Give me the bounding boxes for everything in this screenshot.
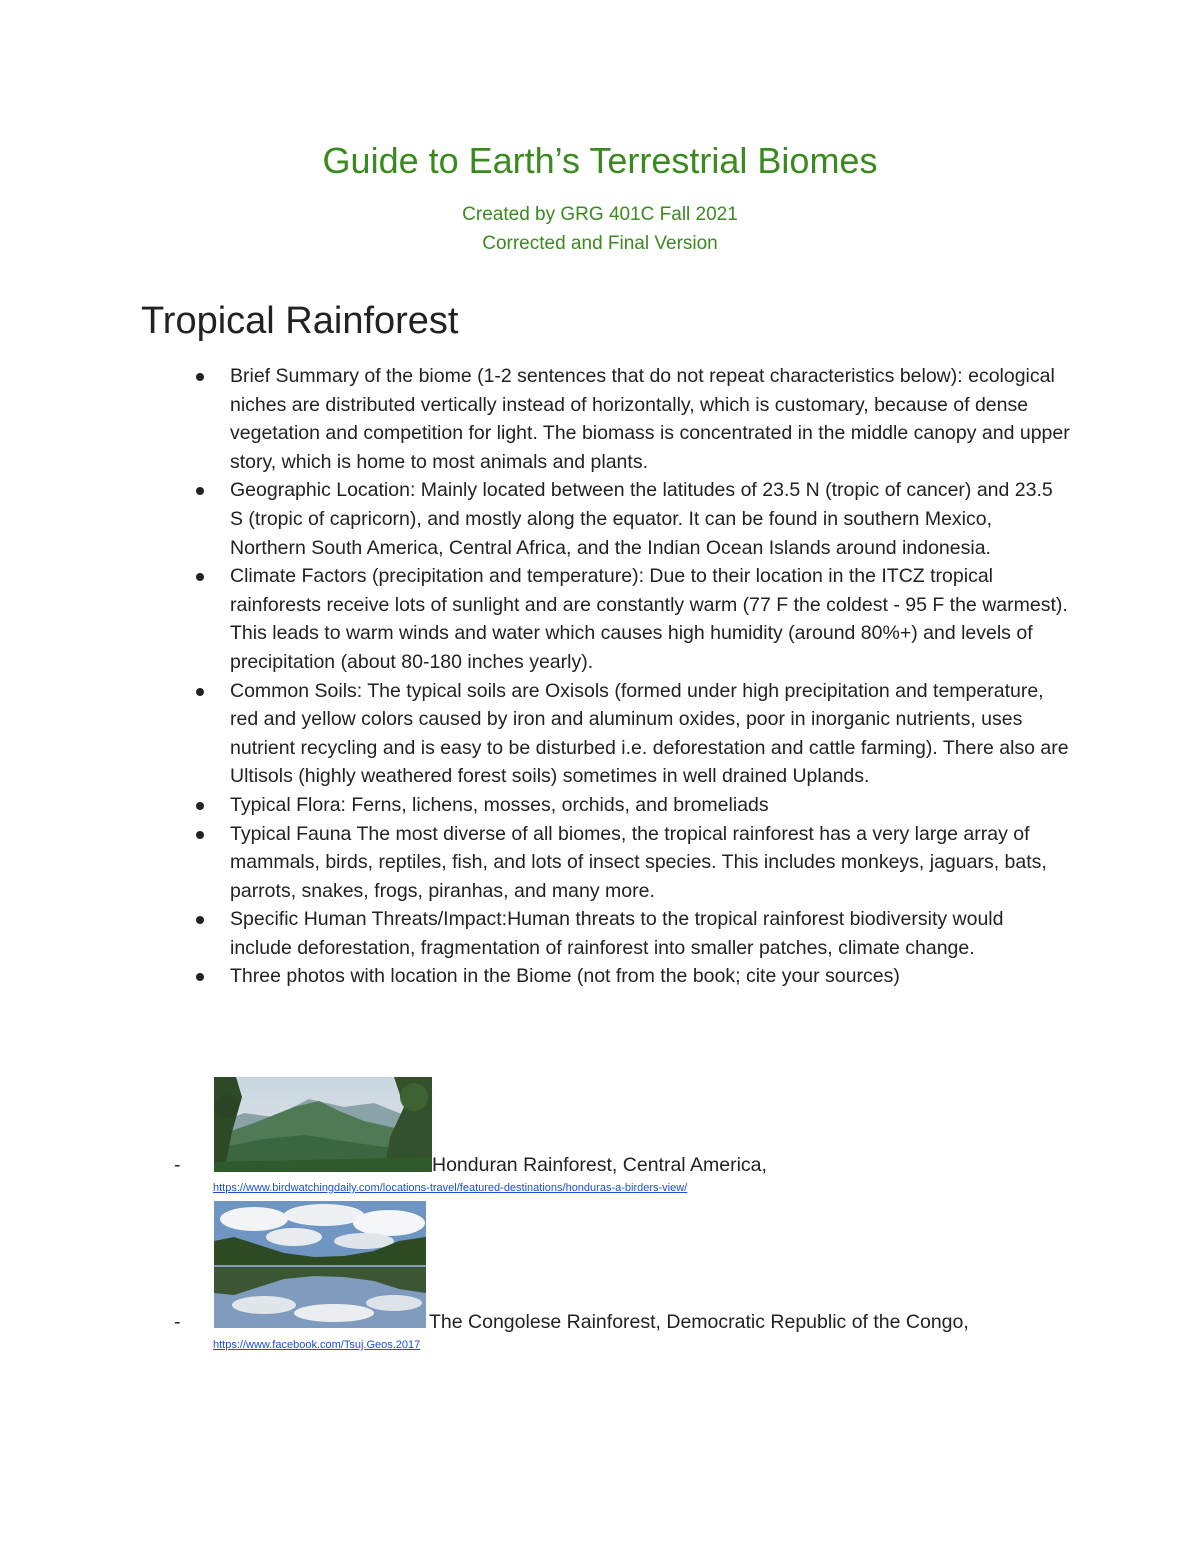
congolese-rainforest-photo <box>214 1201 426 1328</box>
list-item-text: Common Soils: The typical soils are Oxisols (formed under high precipitation and temperature, red and yellow colors caused by iron and aluminum oxides, poor in inorganic nutrients, uses nutrient recycling and is easy to be disturbed i.e. deforestation and cattle farming). There also are Ultisols (highly weathered forest soils) sometimes in well drained Uplands. <box>230 679 1069 788</box>
document-title: Guide to Earth’s Terrestrial Biomes <box>322 140 878 181</box>
bullet-icon <box>196 916 204 924</box>
bullet-icon <box>196 802 204 810</box>
list-item-text: Typical Fauna The most diverse of all biomes, the tropical rainforest has a very large array of mammals, birds, reptiles, fish, and lots of insect species. This includes monkeys, jaguars, bats, parrots, snakes, frogs, piranhas, and many more. <box>230 822 1047 902</box>
document-subtitle-created-by: Created by GRG 401C Fall 2021 <box>462 204 738 225</box>
photo-caption: The Congolese Rainforest, Democratic Republic of the Congo, <box>429 1311 969 1333</box>
list-item-fauna <box>230 820 1070 906</box>
photo-source-link[interactable]: https://www.facebook.com/Tsuj.Geos.2017 <box>213 1339 421 1351</box>
bullet-icon <box>196 573 204 581</box>
list-item-threats <box>230 905 1070 962</box>
list-item-soils <box>230 677 1070 791</box>
bullet-icon <box>196 973 204 981</box>
photo-source-link[interactable]: https://www.birdwatchingdaily.com/locations-travel/featured-destinations/honduras-a-birders-view/ <box>213 1182 688 1194</box>
bullet-icon <box>196 487 204 495</box>
list-item-summary <box>230 362 1070 476</box>
list-item-flora <box>230 791 1070 820</box>
list-item-text: Specific Human Threats/Impact:Human threats to the tropical rainforest biodiversity would include deforestation, fragmentation of rainforest into smaller patches, climate change. <box>230 908 1004 959</box>
biome-characteristics-list <box>230 362 1070 991</box>
photo-caption: Honduran Rainforest, Central America, <box>432 1154 767 1176</box>
list-item-text: Climate Factors (precipitation and temperature): Due to their location in the ITCZ tropical rainforests receive lots of sunlight and are constantly warm (77 F the coldest - 95 F the warmest). This leads to warm winds and water which causes high humidity (around 80%+) and levels of precipitation (about 80-180 inches yearly). <box>230 565 1068 673</box>
dash-marker: - <box>174 1154 181 1176</box>
list-item-climate <box>230 562 1070 676</box>
list-item-text: Brief Summary of the biome (1-2 sentences that do not repeat characteristics below): ecological niches are distributed vertically instead of horizontally, which is customary, because of dense vegetation and competition for light. The biomass is concentrated in the middle canopy and upper story, which is home to most animals and plants. <box>230 365 1070 473</box>
dash-marker: - <box>174 1311 181 1333</box>
bullet-icon <box>196 688 204 696</box>
section-heading: Tropical Rainforest <box>141 300 459 342</box>
list-item-text: Typical Flora: Ferns, lichens, mosses, orchids, and bromeliads <box>230 793 769 816</box>
list-item-photos <box>230 962 1070 991</box>
list-item-text: Geographic Location: Mainly located between the latitudes of 23.5 N (tropic of cancer) and 23.5 S (tropic of capricorn), and mostly along the equator. It can be found in southern Mexico, Northern South America, Central Africa, and the Indian Ocean Islands around indonesia. <box>230 479 1053 559</box>
document-subtitle-version: Corrected and Final Version <box>482 233 718 254</box>
list-item-text: Three photos with location in the Biome (not from the book; cite your sources) <box>230 965 900 988</box>
honduran-rainforest-photo <box>214 1077 432 1172</box>
list-item-location <box>230 476 1070 562</box>
bullet-icon <box>196 373 204 381</box>
bullet-icon <box>196 831 204 839</box>
